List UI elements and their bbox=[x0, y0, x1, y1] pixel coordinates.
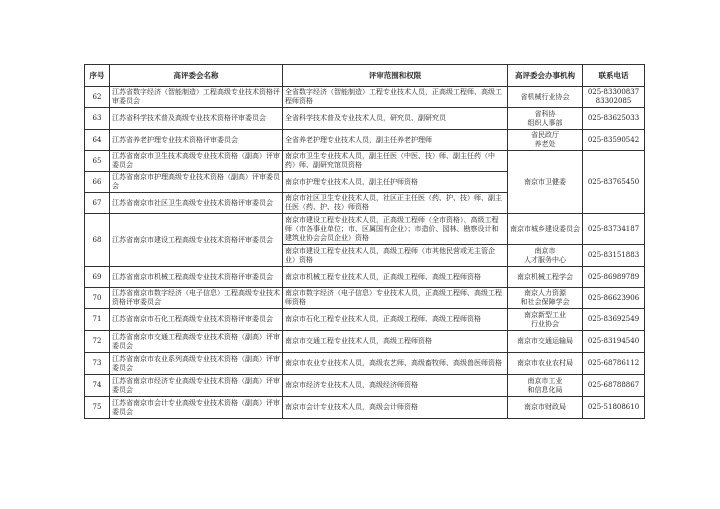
committee-name: 江苏省科学技术普及高级专业技术资格评审委员会 bbox=[110, 108, 283, 130]
office-org: 南京市财政局 bbox=[508, 397, 583, 419]
committee-name: 江苏省南京市护理高级专业技术资格（副高）评审委员会 bbox=[110, 172, 283, 193]
phone-number: 025-83590542 bbox=[583, 130, 645, 151]
committee-name: 江苏省养老护理专业技术资格评审委员会 bbox=[110, 130, 283, 151]
row-number: 66 bbox=[85, 172, 110, 193]
committee-table bbox=[84, 64, 645, 419]
table-row bbox=[85, 151, 645, 172]
committee-name: 江苏省南京市石化工程高级专业技术资格评审委员会 bbox=[110, 309, 283, 331]
office-org: 省科协 组织人事部 bbox=[508, 108, 583, 130]
office-org: 南京新型工业 行业协会 bbox=[508, 309, 583, 331]
committee-name: 江苏省南京市会计专业高级专业技术资格（副高）评审委员会 bbox=[110, 397, 283, 419]
table-header-row bbox=[85, 65, 645, 87]
office-org: 南京市农业农村局 bbox=[508, 353, 583, 375]
office-org: 南京市交通运输局 bbox=[508, 331, 583, 353]
committee-table-container bbox=[84, 64, 644, 419]
review-scope: 南京市会计专业技术人员，高级会计师资格 bbox=[283, 397, 508, 419]
committee-name: 江苏省南京市卫生技术高级专业技术资格（副高）评审委员会 bbox=[110, 151, 283, 172]
review-scope: 全省养老护理专业技术人员，副主任养老护理师 bbox=[283, 130, 508, 151]
committee-name: 江苏省南京市经济专业高级专业技术资格（副高）评审委员会 bbox=[110, 375, 283, 397]
office-org: 南京人力资源 和社会保障学会 bbox=[508, 288, 583, 309]
row-number: 69 bbox=[85, 267, 110, 288]
row-number: 63 bbox=[85, 108, 110, 130]
table-row bbox=[85, 288, 645, 309]
review-scope: 南京市建设工程专业技术人员，高级工程师（市其他民营或无主管企业）资格 bbox=[283, 245, 508, 267]
row-number: 71 bbox=[85, 309, 110, 331]
office-org: 省机械行业协会 bbox=[508, 87, 583, 108]
office-org: 省民政厅 养老处 bbox=[508, 130, 583, 151]
row-number: 67 bbox=[85, 193, 110, 214]
review-scope: 南京市交通工程专业技术人员，高级工程师资格 bbox=[283, 331, 508, 353]
phone-number: 025-83734187 bbox=[583, 214, 645, 245]
header-scope: 评审范围和权限 bbox=[283, 65, 508, 87]
committee-name: 江苏省数字经济（智能制造）工程高级专业技术资格评审委员会 bbox=[110, 87, 283, 108]
row-number: 72 bbox=[85, 331, 110, 353]
table-row bbox=[85, 130, 645, 151]
table-row bbox=[85, 397, 645, 419]
committee-name: 江苏省南京市机械工程高级专业技术资格评审委员会 bbox=[110, 267, 283, 288]
review-scope: 全省科学技术普及专业技术人员，研究员、副研究员 bbox=[283, 108, 508, 130]
phone-number: 025-83765450 bbox=[583, 151, 645, 214]
table-row bbox=[85, 331, 645, 353]
header-no: 序号 bbox=[85, 65, 110, 87]
office-org: 南京市卫健委 bbox=[508, 151, 583, 214]
table-row bbox=[85, 309, 645, 331]
committee-name: 江苏省南京市数字经济（电子信息）工程高级专业技术资格评审委员会 bbox=[110, 288, 283, 309]
committee-name: 江苏省南京市交通工程高级专业技术资格（副高）评审委员会 bbox=[110, 331, 283, 353]
row-number: 64 bbox=[85, 130, 110, 151]
phone-number: 025-68786112 bbox=[583, 353, 645, 375]
office-org: 南京市城乡建设委员会 bbox=[508, 214, 583, 245]
review-scope: 全省数字经济（智能制造）工程专业技术人员，正高级工程师、高级工程师资格 bbox=[283, 87, 508, 108]
review-scope: 南京市农业专业技术人员，高级农艺师、高级畜牧师、高级兽医师资格 bbox=[283, 353, 508, 375]
office-org: 南京机械工程学会 bbox=[508, 267, 583, 288]
review-scope: 南京市经济专业技术人员，高级经济师资格 bbox=[283, 375, 508, 397]
review-scope: 南京市机械工程专业技术人员，正高级工程师、高级工程师资格 bbox=[283, 267, 508, 288]
table-row bbox=[85, 375, 645, 397]
review-scope: 南京市数字经济（电子信息）专业技术人员，正高级工程师、高级工程师资格 bbox=[283, 288, 508, 309]
row-number: 68 bbox=[85, 214, 110, 267]
table-row bbox=[85, 214, 645, 245]
row-number: 75 bbox=[85, 397, 110, 419]
table-row bbox=[85, 353, 645, 375]
phone-number: 025-51808610 bbox=[583, 397, 645, 419]
phone-number: 025-83151883 bbox=[583, 245, 645, 267]
table-row bbox=[85, 267, 645, 288]
review-scope: 南京市社区卫生专业技术人员，社区正主任医（药、护、技）师、副主任医（药、护、技）师资格 bbox=[283, 193, 508, 214]
phone-number: 025-68788867 bbox=[583, 375, 645, 397]
review-scope: 南京市石化工程专业技术人员，正高级工程师、高级工程师资格 bbox=[283, 309, 508, 331]
review-scope: 南京市护理专业技术人员，副主任护师资格 bbox=[283, 172, 508, 193]
header-org: 高评委会办事机构 bbox=[508, 65, 583, 87]
committee-name: 江苏省南京市社区卫生高级专业技术资格评审委员会 bbox=[110, 193, 283, 214]
committee-name: 江苏省南京市农业系列高级专业技术资格（副高）评审委员会 bbox=[110, 353, 283, 375]
row-number: 65 bbox=[85, 151, 110, 172]
row-number: 73 bbox=[85, 353, 110, 375]
row-number: 62 bbox=[85, 87, 110, 108]
phone-number: 025-83625033 bbox=[583, 108, 645, 130]
office-org: 南京市 人才服务中心 bbox=[508, 245, 583, 267]
header-tel: 联系电话 bbox=[583, 65, 645, 87]
table-row bbox=[85, 108, 645, 130]
review-scope: 南京市建设工程专业技术人员，正高级工程师（全市资格）、高级工程师（市各事业单位；市、区属国有企业）；市造价、园林、勘察设计和建筑业协会会员企业）资格 bbox=[283, 214, 508, 245]
committee-name: 江苏省南京市建设工程高级专业技术资格评审委员会 bbox=[110, 214, 283, 267]
row-number: 70 bbox=[85, 288, 110, 309]
phone-number: 025-83194540 bbox=[583, 331, 645, 353]
phone-number: 025-86989789 bbox=[583, 267, 645, 288]
phone-number: 025-86623906 bbox=[583, 288, 645, 309]
phone-number: 025-83300837 83302085 bbox=[583, 87, 645, 108]
table-row bbox=[85, 87, 645, 108]
review-scope: 南京市卫生专业技术人员，副主任医（中医、技）师、副主任药（中药）师、副研究馆员资格 bbox=[283, 151, 508, 172]
row-number: 74 bbox=[85, 375, 110, 397]
phone-number: 025-83692549 bbox=[583, 309, 645, 331]
header-name: 高评委会名称 bbox=[110, 65, 283, 87]
office-org: 南京市工业 和信息化局 bbox=[508, 375, 583, 397]
